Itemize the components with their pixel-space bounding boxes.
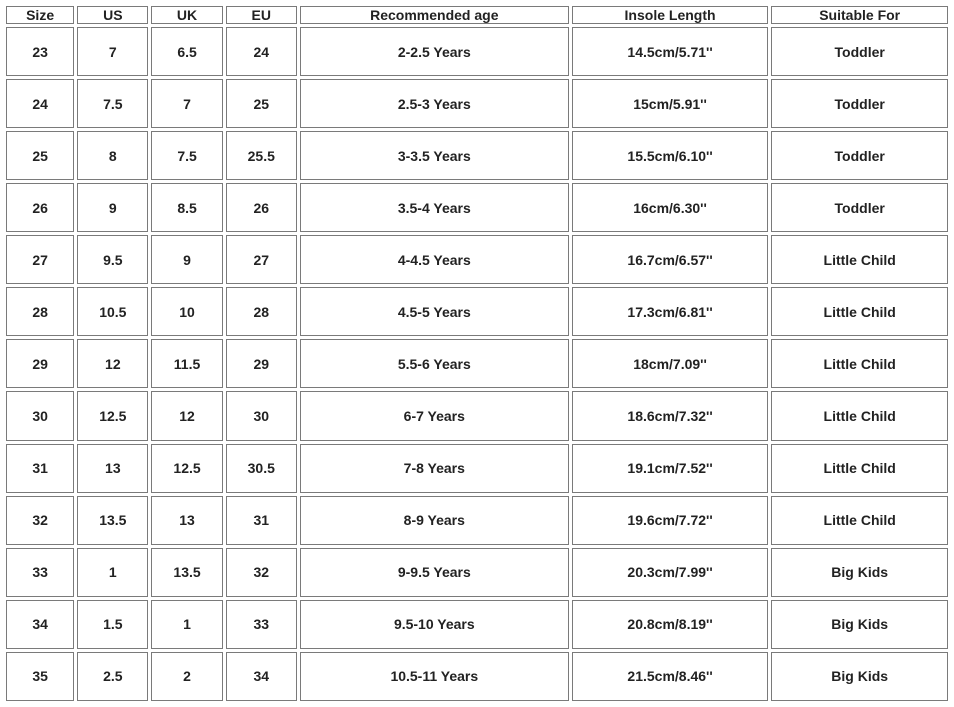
- cell-insole-length: 15.5cm/6.10'': [572, 131, 769, 180]
- cell-uk: 11.5: [151, 339, 222, 388]
- cell-suitable-for: Little Child: [771, 496, 948, 545]
- cell-insole-length: 15cm/5.91'': [572, 79, 769, 128]
- cell-us: 10.5: [77, 287, 148, 336]
- cell-eu: 29: [226, 339, 297, 388]
- table-row: [6, 444, 948, 493]
- cell-size: 30: [6, 391, 74, 440]
- cell-us: 8: [77, 131, 148, 180]
- cell-insole-length: 18.6cm/7.32'': [572, 391, 769, 440]
- table-row: [6, 183, 948, 232]
- cell-recommended-age: 6-7 Years: [300, 391, 569, 440]
- cell-eu: 32: [226, 548, 297, 597]
- cell-recommended-age: 2-2.5 Years: [300, 27, 569, 76]
- table-row: [6, 27, 948, 76]
- cell-recommended-age: 3-3.5 Years: [300, 131, 569, 180]
- cell-insole-length: 16.7cm/6.57'': [572, 235, 769, 284]
- cell-suitable-for: Little Child: [771, 339, 948, 388]
- table-row: [6, 391, 948, 440]
- cell-recommended-age: 9-9.5 Years: [300, 548, 569, 597]
- cell-insole-length: 20.3cm/7.99'': [572, 548, 769, 597]
- cell-suitable-for: Big Kids: [771, 600, 948, 649]
- cell-insole-length: 17.3cm/6.81'': [572, 287, 769, 336]
- cell-us: 13.5: [77, 496, 148, 545]
- table-row: [6, 235, 948, 284]
- cell-us: 9: [77, 183, 148, 232]
- header-eu: EU: [226, 6, 297, 24]
- cell-us: 7.5: [77, 79, 148, 128]
- cell-recommended-age: 8-9 Years: [300, 496, 569, 545]
- cell-recommended-age: 4-4.5 Years: [300, 235, 569, 284]
- cell-insole-length: 16cm/6.30'': [572, 183, 769, 232]
- table-row: [6, 79, 948, 128]
- cell-recommended-age: 7-8 Years: [300, 444, 569, 493]
- table-body: [6, 27, 948, 701]
- cell-recommended-age: 4.5-5 Years: [300, 287, 569, 336]
- cell-size: 35: [6, 652, 74, 701]
- cell-uk: 8.5: [151, 183, 222, 232]
- cell-uk: 2: [151, 652, 222, 701]
- cell-size: 24: [6, 79, 74, 128]
- cell-us: 12: [77, 339, 148, 388]
- cell-suitable-for: Big Kids: [771, 652, 948, 701]
- cell-size: 29: [6, 339, 74, 388]
- cell-us: 13: [77, 444, 148, 493]
- cell-suitable-for: Little Child: [771, 391, 948, 440]
- table-row: [6, 496, 948, 545]
- cell-eu: 34: [226, 652, 297, 701]
- cell-recommended-age: 3.5-4 Years: [300, 183, 569, 232]
- cell-insole-length: 21.5cm/8.46'': [572, 652, 769, 701]
- cell-us: 7: [77, 27, 148, 76]
- cell-size: 23: [6, 27, 74, 76]
- cell-us: 2.5: [77, 652, 148, 701]
- cell-size: 33: [6, 548, 74, 597]
- cell-eu: 28: [226, 287, 297, 336]
- cell-us: 1.5: [77, 600, 148, 649]
- cell-eu: 33: [226, 600, 297, 649]
- cell-size: 26: [6, 183, 74, 232]
- cell-eu: 30: [226, 391, 297, 440]
- cell-suitable-for: Toddler: [771, 183, 948, 232]
- cell-us: 12.5: [77, 391, 148, 440]
- cell-eu: 30.5: [226, 444, 297, 493]
- cell-eu: 25: [226, 79, 297, 128]
- cell-size: 27: [6, 235, 74, 284]
- cell-insole-length: 19.1cm/7.52'': [572, 444, 769, 493]
- cell-uk: 10: [151, 287, 222, 336]
- header-uk: UK: [151, 6, 222, 24]
- cell-size: 28: [6, 287, 74, 336]
- table-row: [6, 548, 948, 597]
- header-suitable-for: Suitable For: [771, 6, 948, 24]
- cell-size: 25: [6, 131, 74, 180]
- header-size: Size: [6, 6, 74, 24]
- table-row: [6, 600, 948, 649]
- cell-uk: 1: [151, 600, 222, 649]
- cell-suitable-for: Big Kids: [771, 548, 948, 597]
- cell-size: 34: [6, 600, 74, 649]
- cell-recommended-age: 10.5-11 Years: [300, 652, 569, 701]
- cell-suitable-for: Toddler: [771, 27, 948, 76]
- cell-insole-length: 14.5cm/5.71'': [572, 27, 769, 76]
- header-row: [6, 6, 948, 24]
- table-header: [6, 6, 948, 24]
- cell-size: 31: [6, 444, 74, 493]
- cell-eu: 26: [226, 183, 297, 232]
- cell-uk: 7.5: [151, 131, 222, 180]
- cell-recommended-age: 2.5-3 Years: [300, 79, 569, 128]
- cell-eu: 24: [226, 27, 297, 76]
- cell-eu: 25.5: [226, 131, 297, 180]
- cell-us: 1: [77, 548, 148, 597]
- header-recommended-age: Recommended age: [300, 6, 569, 24]
- cell-recommended-age: 9.5-10 Years: [300, 600, 569, 649]
- cell-insole-length: 18cm/7.09'': [572, 339, 769, 388]
- header-us: US: [77, 6, 148, 24]
- table-row: [6, 131, 948, 180]
- table-row: [6, 652, 948, 701]
- table-row: [6, 339, 948, 388]
- cell-suitable-for: Toddler: [771, 131, 948, 180]
- cell-eu: 27: [226, 235, 297, 284]
- cell-uk: 6.5: [151, 27, 222, 76]
- cell-uk: 9: [151, 235, 222, 284]
- cell-insole-length: 19.6cm/7.72'': [572, 496, 769, 545]
- header-insole-length: Insole Length: [572, 6, 769, 24]
- cell-suitable-for: Toddler: [771, 79, 948, 128]
- size-chart-table: [3, 3, 951, 704]
- table-row: [6, 287, 948, 336]
- cell-insole-length: 20.8cm/8.19'': [572, 600, 769, 649]
- cell-uk: 7: [151, 79, 222, 128]
- cell-size: 32: [6, 496, 74, 545]
- cell-uk: 12.5: [151, 444, 222, 493]
- cell-uk: 13: [151, 496, 222, 545]
- cell-suitable-for: Little Child: [771, 444, 948, 493]
- cell-uk: 13.5: [151, 548, 222, 597]
- cell-recommended-age: 5.5-6 Years: [300, 339, 569, 388]
- cell-suitable-for: Little Child: [771, 235, 948, 284]
- cell-us: 9.5: [77, 235, 148, 284]
- cell-uk: 12: [151, 391, 222, 440]
- cell-eu: 31: [226, 496, 297, 545]
- cell-suitable-for: Little Child: [771, 287, 948, 336]
